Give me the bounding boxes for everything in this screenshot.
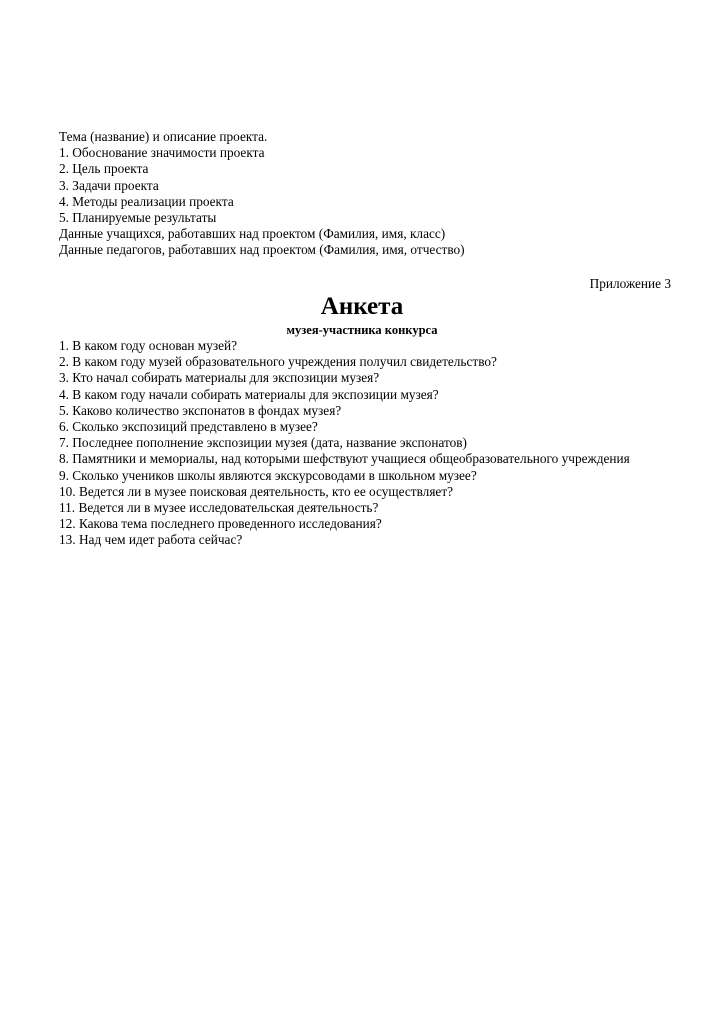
question-item: 7. Последнее пополнение экспозиции музея (дата, название экспонатов)	[59, 435, 467, 451]
project-item-line: 4. Методы реализации проекта	[59, 193, 234, 209]
questionnaire-questions	[59, 338, 689, 549]
question-item: 8. Памятники и мемориалы, над которыми шефствуют учащиеся общеобразовательного учреждения	[59, 451, 630, 467]
question-item: 11. Ведется ли в музее исследовательская деятельность?	[59, 500, 379, 516]
question-item: 10. Ведется ли в музее поисковая деятельность, кто ее осуществляет?	[59, 483, 454, 499]
question-item: 2. В каком году музей образовательного учреждения получил свидетельство?	[59, 354, 497, 370]
question-item: 6. Сколько экспозиций представлено в музее?	[59, 419, 318, 435]
question-item: 3. Кто начал собирать материалы для экспозиции музея?	[59, 370, 380, 386]
project-item-line: 1. Обоснование значимости проекта	[59, 145, 265, 161]
question-item: 5. Каково количество экспонатов в фондах музея?	[59, 402, 342, 418]
students-data-line: Данные учащихся, работавших над проектом (Фамилия, имя, класс)	[59, 226, 446, 242]
appendix-label: Приложение 3	[589, 276, 671, 291]
project-item-line: 3. Задачи проекта	[59, 177, 159, 193]
question-item: 13. Над чем идет работа сейчас?	[59, 532, 243, 548]
teachers-data-line: Данные педагогов, работавших над проектом (Фамилия, имя, отчество)	[59, 242, 465, 258]
question-item: 1. В каком году основан музей?	[59, 338, 238, 353]
questionnaire-subtitle: музея-участника конкурса	[286, 323, 438, 337]
question-item: 4. В каком году начали собирать материалы для экспозиции музея?	[59, 386, 439, 402]
project-description-section	[59, 129, 679, 259]
project-topic-line: Тема (название) и описание проекта.	[59, 129, 268, 144]
project-item-line: 5. Планируемые результаты	[59, 210, 217, 226]
question-item: 9. Сколько учеников школы являются экскурсоводами в школьном музее?	[59, 467, 477, 483]
question-item: 12. Какова тема последнего проведенного исследования?	[59, 516, 382, 532]
questionnaire-title: Анкета	[320, 293, 404, 320]
project-item-line: 2. Цель проекта	[59, 161, 149, 177]
